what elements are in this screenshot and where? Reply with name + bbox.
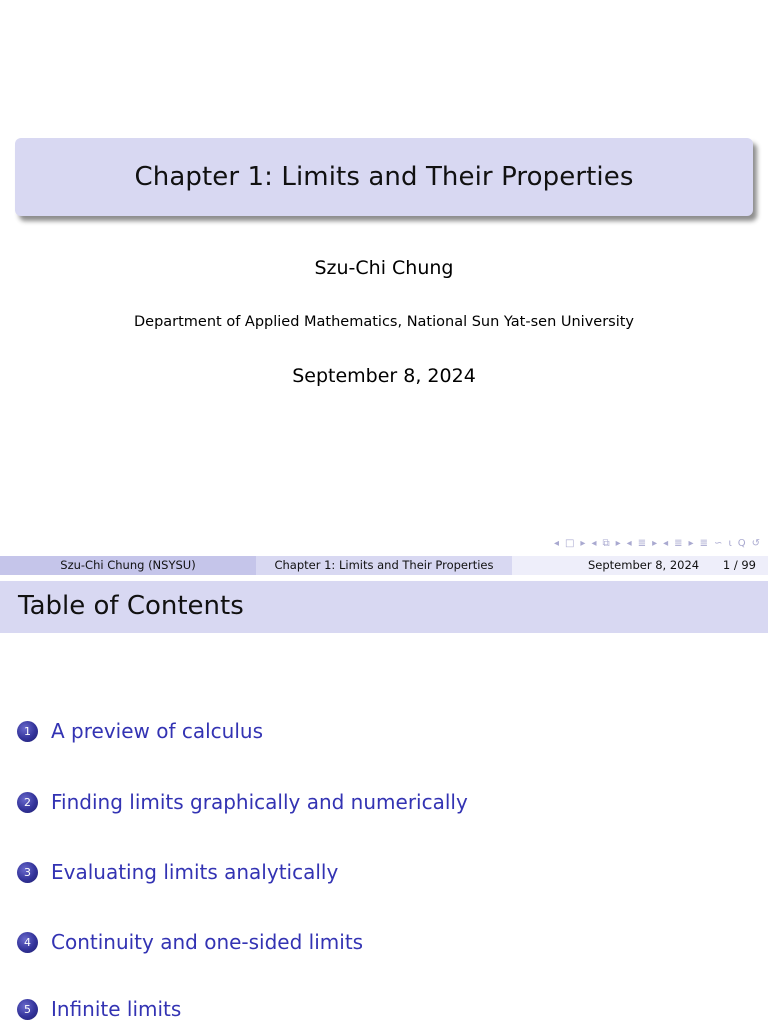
- nav-next-slide-icon[interactable]: ▸: [580, 538, 586, 549]
- toc-link-label[interactable]: Infinite limits: [51, 997, 182, 1021]
- nav-refresh-icon[interactable]: ↺: [751, 538, 760, 549]
- toc-number-ball: 5: [17, 999, 38, 1020]
- presentation-title: Chapter 1: Limits and Their Properties: [134, 162, 634, 192]
- nav-prev-frame-icon[interactable]: ◂: [591, 538, 597, 549]
- toc-link-label[interactable]: Continuity and one-sided limits: [51, 930, 364, 954]
- footline-date: September 8, 2024: [588, 558, 700, 572]
- nav-prev-slide-icon[interactable]: ◂: [553, 538, 559, 549]
- nav-slide-icon[interactable]: □: [564, 538, 575, 549]
- toc-item-1[interactable]: [17, 716, 263, 746]
- slide-footline: [0, 556, 768, 575]
- footline-page-number: 1 / 99: [722, 558, 756, 572]
- toc-link-label[interactable]: Finding limits graphically and numerically: [51, 790, 468, 814]
- toc-number-ball: 2: [17, 792, 38, 813]
- nav-subsection-icon[interactable]: ≣: [637, 538, 647, 549]
- nav-prev-section-icon[interactable]: ◂: [663, 538, 669, 549]
- beamer-navigation-bar: [554, 538, 760, 549]
- toc-item-5[interactable]: [17, 994, 181, 1024]
- nav-back-icon[interactable]: ∽: [713, 538, 723, 549]
- nav-next-frame-icon[interactable]: ▸: [615, 538, 621, 549]
- toc-item-3[interactable]: [17, 857, 338, 887]
- nav-appendix-icon[interactable]: ⍳: [728, 538, 732, 549]
- nav-next-section-icon[interactable]: ▸: [688, 538, 694, 549]
- title-box: [15, 138, 753, 216]
- toc-number-ball: 4: [17, 932, 38, 953]
- nav-document-icon[interactable]: ≣: [699, 538, 708, 549]
- footline-date-page: [512, 556, 768, 575]
- frame-title-bar: [0, 581, 768, 633]
- nav-prev-subsection-icon[interactable]: ◂: [626, 538, 632, 549]
- nav-frame-icon[interactable]: ⧉: [602, 538, 610, 549]
- author-name: Szu-Chi Chung: [314, 257, 454, 279]
- frame-title: Table of Contents: [18, 591, 244, 621]
- toc-item-2[interactable]: [17, 787, 468, 817]
- nav-section-icon[interactable]: ≣: [674, 538, 683, 549]
- presentation-date: September 8, 2024: [292, 365, 476, 387]
- institute-name: Department of Applied Mathematics, National Sun Yat-sen University: [133, 314, 635, 330]
- nav-next-subsection-icon[interactable]: ▸: [652, 538, 658, 549]
- footline-author: Szu-Chi Chung (NSYSU): [0, 556, 256, 575]
- toc-number-ball: 3: [17, 862, 38, 883]
- nav-search-icon[interactable]: Q: [737, 538, 746, 549]
- toc-number-ball: 1: [17, 721, 38, 742]
- toc-link-label[interactable]: A preview of calculus: [51, 719, 264, 743]
- toc-link-label[interactable]: Evaluating limits analytically: [51, 860, 339, 884]
- toc-item-4[interactable]: [17, 927, 363, 957]
- footline-title: Chapter 1: Limits and Their Properties: [256, 556, 512, 575]
